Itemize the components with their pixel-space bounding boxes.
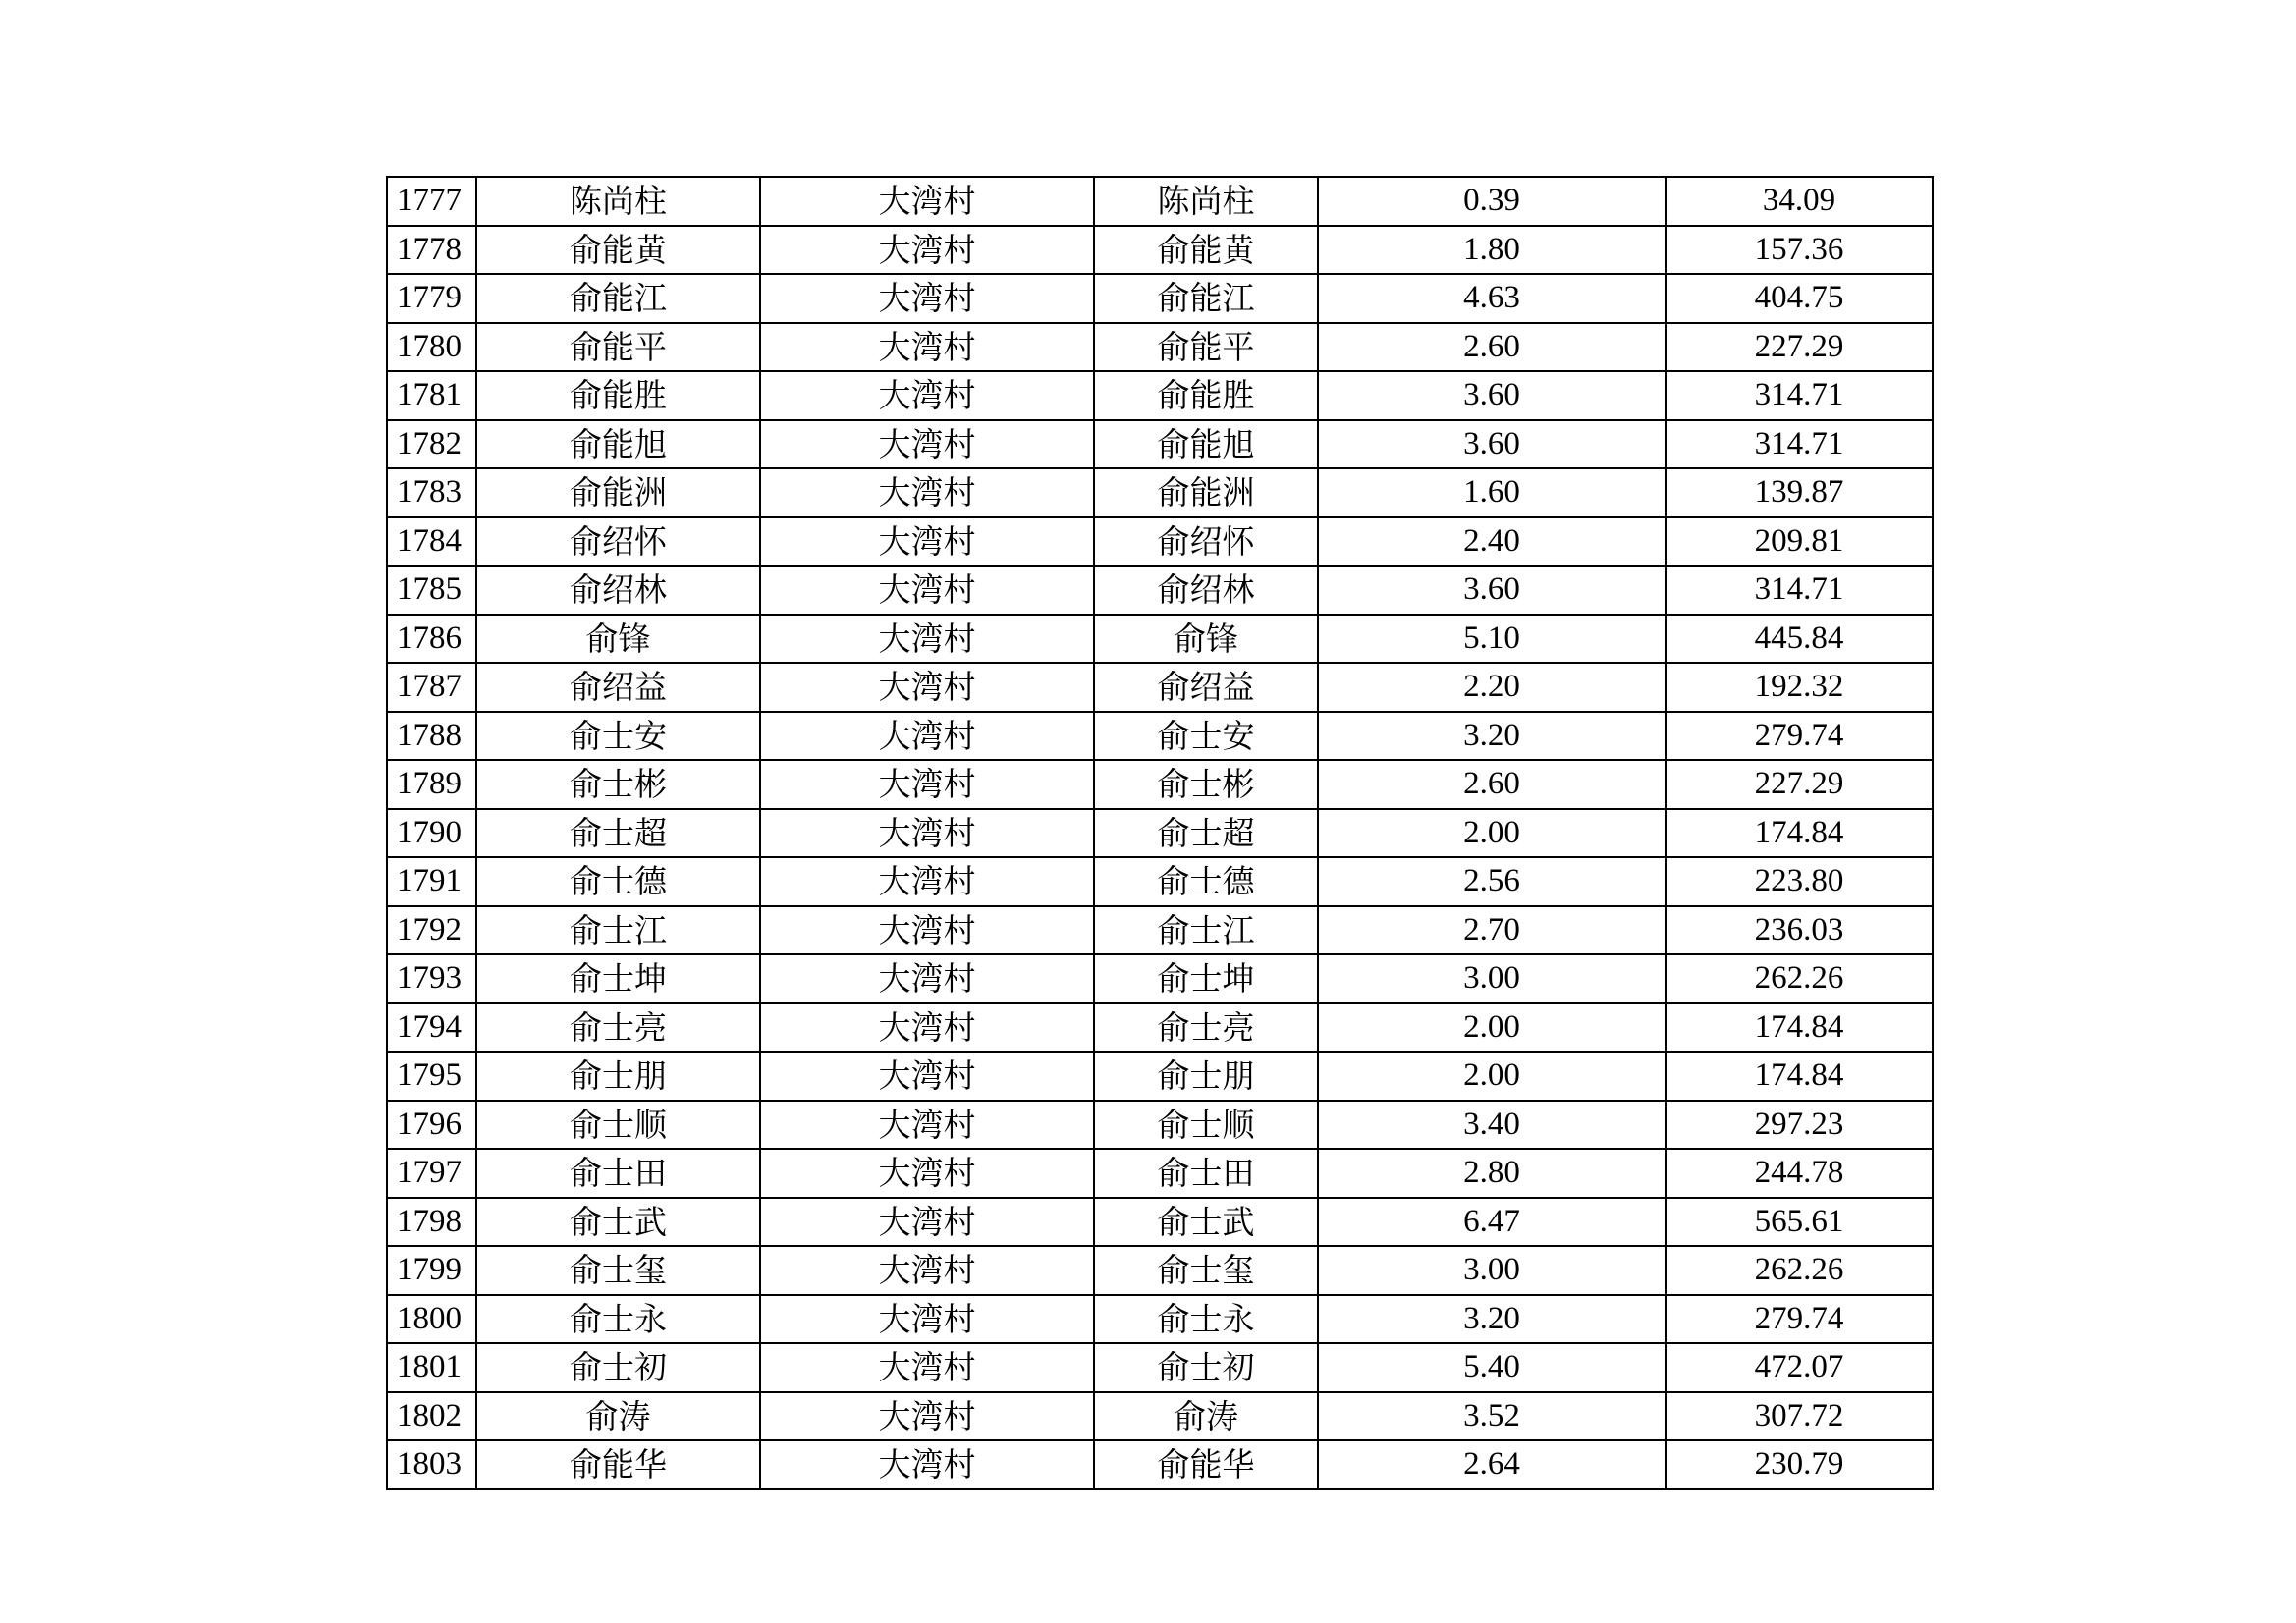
area-cell: 2.20 — [1318, 663, 1666, 712]
area-cell: 3.52 — [1318, 1392, 1666, 1441]
table-row — [387, 371, 1933, 420]
row-number-cell: 1778 — [387, 226, 476, 275]
area-cell: 3.60 — [1318, 566, 1666, 615]
amount-cell: 223.80 — [1666, 857, 1933, 906]
name-cell: 俞绍怀 — [476, 517, 760, 567]
holder-cell: 俞士朋 — [1094, 1052, 1318, 1101]
name-cell: 俞能江 — [476, 274, 760, 323]
area-cell: 1.80 — [1318, 226, 1666, 275]
village-cell: 大湾村 — [760, 1149, 1094, 1198]
area-cell: 3.60 — [1318, 420, 1666, 469]
amount-cell: 139.87 — [1666, 468, 1933, 517]
area-cell: 3.60 — [1318, 371, 1666, 420]
area-cell: 1.60 — [1318, 468, 1666, 517]
village-cell: 大湾村 — [760, 1198, 1094, 1247]
village-cell: 大湾村 — [760, 760, 1094, 809]
row-number-cell: 1803 — [387, 1440, 476, 1489]
holder-cell: 俞士亮 — [1094, 1003, 1318, 1053]
table-row — [387, 226, 1933, 275]
name-cell: 俞士超 — [476, 809, 760, 858]
row-number-cell: 1777 — [387, 177, 476, 226]
holder-cell: 俞士超 — [1094, 809, 1318, 858]
table-row — [387, 517, 1933, 567]
village-cell: 大湾村 — [760, 954, 1094, 1003]
area-cell: 2.00 — [1318, 1003, 1666, 1053]
table-body — [387, 177, 1933, 1489]
name-cell: 俞能洲 — [476, 468, 760, 517]
amount-cell: 472.07 — [1666, 1343, 1933, 1392]
name-cell: 俞士永 — [476, 1295, 760, 1344]
village-cell: 大湾村 — [760, 615, 1094, 664]
area-cell: 5.10 — [1318, 615, 1666, 664]
holder-cell: 俞能洲 — [1094, 468, 1318, 517]
area-cell: 3.00 — [1318, 954, 1666, 1003]
holder-cell: 俞士顺 — [1094, 1101, 1318, 1150]
name-cell: 俞能黄 — [476, 226, 760, 275]
village-cell: 大湾村 — [760, 274, 1094, 323]
amount-cell: 262.26 — [1666, 1246, 1933, 1295]
village-cell: 大湾村 — [760, 371, 1094, 420]
name-cell: 俞士田 — [476, 1149, 760, 1198]
amount-cell: 445.84 — [1666, 615, 1933, 664]
amount-cell: 297.23 — [1666, 1101, 1933, 1150]
table-row — [387, 1246, 1933, 1295]
row-number-cell: 1792 — [387, 906, 476, 955]
table-row — [387, 712, 1933, 761]
row-number-cell: 1787 — [387, 663, 476, 712]
village-cell: 大湾村 — [760, 663, 1094, 712]
village-cell: 大湾村 — [760, 420, 1094, 469]
row-number-cell: 1800 — [387, 1295, 476, 1344]
name-cell: 俞士顺 — [476, 1101, 760, 1150]
village-cell: 大湾村 — [760, 566, 1094, 615]
area-cell: 6.47 — [1318, 1198, 1666, 1247]
row-number-cell: 1795 — [387, 1052, 476, 1101]
name-cell: 俞士安 — [476, 712, 760, 761]
amount-cell: 244.78 — [1666, 1149, 1933, 1198]
holder-cell: 俞士德 — [1094, 857, 1318, 906]
amount-cell: 565.61 — [1666, 1198, 1933, 1247]
name-cell: 俞能旭 — [476, 420, 760, 469]
area-cell: 3.00 — [1318, 1246, 1666, 1295]
row-number-cell: 1796 — [387, 1101, 476, 1150]
amount-cell: 174.84 — [1666, 1003, 1933, 1053]
table-row — [387, 1003, 1933, 1053]
village-cell: 大湾村 — [760, 517, 1094, 567]
village-cell: 大湾村 — [760, 857, 1094, 906]
amount-cell: 227.29 — [1666, 323, 1933, 372]
area-cell: 0.39 — [1318, 177, 1666, 226]
table-row — [387, 1101, 1933, 1150]
table-row — [387, 177, 1933, 226]
holder-cell: 俞能江 — [1094, 274, 1318, 323]
row-number-cell: 1794 — [387, 1003, 476, 1053]
row-number-cell: 1801 — [387, 1343, 476, 1392]
table-row — [387, 323, 1933, 372]
area-cell: 3.20 — [1318, 712, 1666, 761]
holder-cell: 俞能胜 — [1094, 371, 1318, 420]
area-cell: 2.60 — [1318, 760, 1666, 809]
name-cell: 俞能华 — [476, 1440, 760, 1489]
village-cell: 大湾村 — [760, 226, 1094, 275]
amount-cell: 236.03 — [1666, 906, 1933, 955]
table-row — [387, 566, 1933, 615]
name-cell: 俞士玺 — [476, 1246, 760, 1295]
table-row — [387, 1295, 1933, 1344]
amount-cell: 174.84 — [1666, 809, 1933, 858]
holder-cell: 俞士初 — [1094, 1343, 1318, 1392]
row-number-cell: 1802 — [387, 1392, 476, 1441]
table-row — [387, 906, 1933, 955]
table-row — [387, 954, 1933, 1003]
table-row — [387, 1052, 1933, 1101]
village-cell: 大湾村 — [760, 1440, 1094, 1489]
area-cell: 3.40 — [1318, 1101, 1666, 1150]
village-cell: 大湾村 — [760, 177, 1094, 226]
holder-cell: 俞锋 — [1094, 615, 1318, 664]
village-cell: 大湾村 — [760, 809, 1094, 858]
table-row — [387, 857, 1933, 906]
row-number-cell: 1784 — [387, 517, 476, 567]
name-cell: 俞士江 — [476, 906, 760, 955]
name-cell: 俞士彬 — [476, 760, 760, 809]
holder-cell: 俞能黄 — [1094, 226, 1318, 275]
village-cell: 大湾村 — [760, 1295, 1094, 1344]
amount-cell: 230.79 — [1666, 1440, 1933, 1489]
area-cell: 2.00 — [1318, 809, 1666, 858]
village-cell: 大湾村 — [760, 323, 1094, 372]
amount-cell: 279.74 — [1666, 1295, 1933, 1344]
area-cell: 5.40 — [1318, 1343, 1666, 1392]
area-cell: 4.63 — [1318, 274, 1666, 323]
row-number-cell: 1782 — [387, 420, 476, 469]
holder-cell: 俞士江 — [1094, 906, 1318, 955]
village-cell: 大湾村 — [760, 1246, 1094, 1295]
row-number-cell: 1798 — [387, 1198, 476, 1247]
row-number-cell: 1780 — [387, 323, 476, 372]
name-cell: 俞能平 — [476, 323, 760, 372]
holder-cell: 俞士安 — [1094, 712, 1318, 761]
row-number-cell: 1790 — [387, 809, 476, 858]
holder-cell: 陈尚柱 — [1094, 177, 1318, 226]
holder-cell: 俞绍怀 — [1094, 517, 1318, 567]
table-row — [387, 809, 1933, 858]
table-row — [387, 1392, 1933, 1441]
row-number-cell: 1783 — [387, 468, 476, 517]
name-cell: 俞士亮 — [476, 1003, 760, 1053]
name-cell: 俞士朋 — [476, 1052, 760, 1101]
table-row — [387, 1440, 1933, 1489]
village-cell: 大湾村 — [760, 1392, 1094, 1441]
row-number-cell: 1786 — [387, 615, 476, 664]
row-number-cell: 1781 — [387, 371, 476, 420]
table-row — [387, 615, 1933, 664]
name-cell: 俞士初 — [476, 1343, 760, 1392]
village-cell: 大湾村 — [760, 906, 1094, 955]
row-number-cell: 1797 — [387, 1149, 476, 1198]
area-cell: 2.56 — [1318, 857, 1666, 906]
holder-cell: 俞能旭 — [1094, 420, 1318, 469]
holder-cell: 俞能华 — [1094, 1440, 1318, 1489]
name-cell: 俞锋 — [476, 615, 760, 664]
row-number-cell: 1789 — [387, 760, 476, 809]
name-cell: 俞士武 — [476, 1198, 760, 1247]
table-row — [387, 1198, 1933, 1247]
amount-cell: 314.71 — [1666, 566, 1933, 615]
area-cell: 3.20 — [1318, 1295, 1666, 1344]
name-cell: 俞能胜 — [476, 371, 760, 420]
table-row — [387, 468, 1933, 517]
holder-cell: 俞涛 — [1094, 1392, 1318, 1441]
holder-cell: 俞士坤 — [1094, 954, 1318, 1003]
area-cell: 2.00 — [1318, 1052, 1666, 1101]
holder-cell: 俞绍益 — [1094, 663, 1318, 712]
village-cell: 大湾村 — [760, 468, 1094, 517]
data-table — [386, 176, 1934, 1490]
holder-cell: 俞绍林 — [1094, 566, 1318, 615]
village-cell: 大湾村 — [760, 1101, 1094, 1150]
amount-cell: 174.84 — [1666, 1052, 1933, 1101]
table-row — [387, 663, 1933, 712]
amount-cell: 279.74 — [1666, 712, 1933, 761]
row-number-cell: 1799 — [387, 1246, 476, 1295]
name-cell: 俞士坤 — [476, 954, 760, 1003]
name-cell: 俞绍林 — [476, 566, 760, 615]
holder-cell: 俞士彬 — [1094, 760, 1318, 809]
amount-cell: 307.72 — [1666, 1392, 1933, 1441]
amount-cell: 227.29 — [1666, 760, 1933, 809]
table-row — [387, 274, 1933, 323]
name-cell: 俞绍益 — [476, 663, 760, 712]
holder-cell: 俞士永 — [1094, 1295, 1318, 1344]
name-cell: 俞士德 — [476, 857, 760, 906]
village-cell: 大湾村 — [760, 1052, 1094, 1101]
village-cell: 大湾村 — [760, 1343, 1094, 1392]
table-row — [387, 760, 1933, 809]
area-cell: 2.80 — [1318, 1149, 1666, 1198]
row-number-cell: 1793 — [387, 954, 476, 1003]
amount-cell: 209.81 — [1666, 517, 1933, 567]
table-row — [387, 420, 1933, 469]
holder-cell: 俞能平 — [1094, 323, 1318, 372]
amount-cell: 314.71 — [1666, 371, 1933, 420]
table-row — [387, 1343, 1933, 1392]
row-number-cell: 1788 — [387, 712, 476, 761]
amount-cell: 262.26 — [1666, 954, 1933, 1003]
name-cell: 陈尚柱 — [476, 177, 760, 226]
holder-cell: 俞士田 — [1094, 1149, 1318, 1198]
village-cell: 大湾村 — [760, 712, 1094, 761]
area-cell: 2.70 — [1318, 906, 1666, 955]
holder-cell: 俞士玺 — [1094, 1246, 1318, 1295]
area-cell: 2.40 — [1318, 517, 1666, 567]
row-number-cell: 1791 — [387, 857, 476, 906]
amount-cell: 192.32 — [1666, 663, 1933, 712]
amount-cell: 34.09 — [1666, 177, 1933, 226]
row-number-cell: 1785 — [387, 566, 476, 615]
row-number-cell: 1779 — [387, 274, 476, 323]
amount-cell: 157.36 — [1666, 226, 1933, 275]
area-cell: 2.60 — [1318, 323, 1666, 372]
amount-cell: 314.71 — [1666, 420, 1933, 469]
amount-cell: 404.75 — [1666, 274, 1933, 323]
name-cell: 俞涛 — [476, 1392, 760, 1441]
table-row — [387, 1149, 1933, 1198]
village-cell: 大湾村 — [760, 1003, 1094, 1053]
holder-cell: 俞士武 — [1094, 1198, 1318, 1247]
area-cell: 2.64 — [1318, 1440, 1666, 1489]
